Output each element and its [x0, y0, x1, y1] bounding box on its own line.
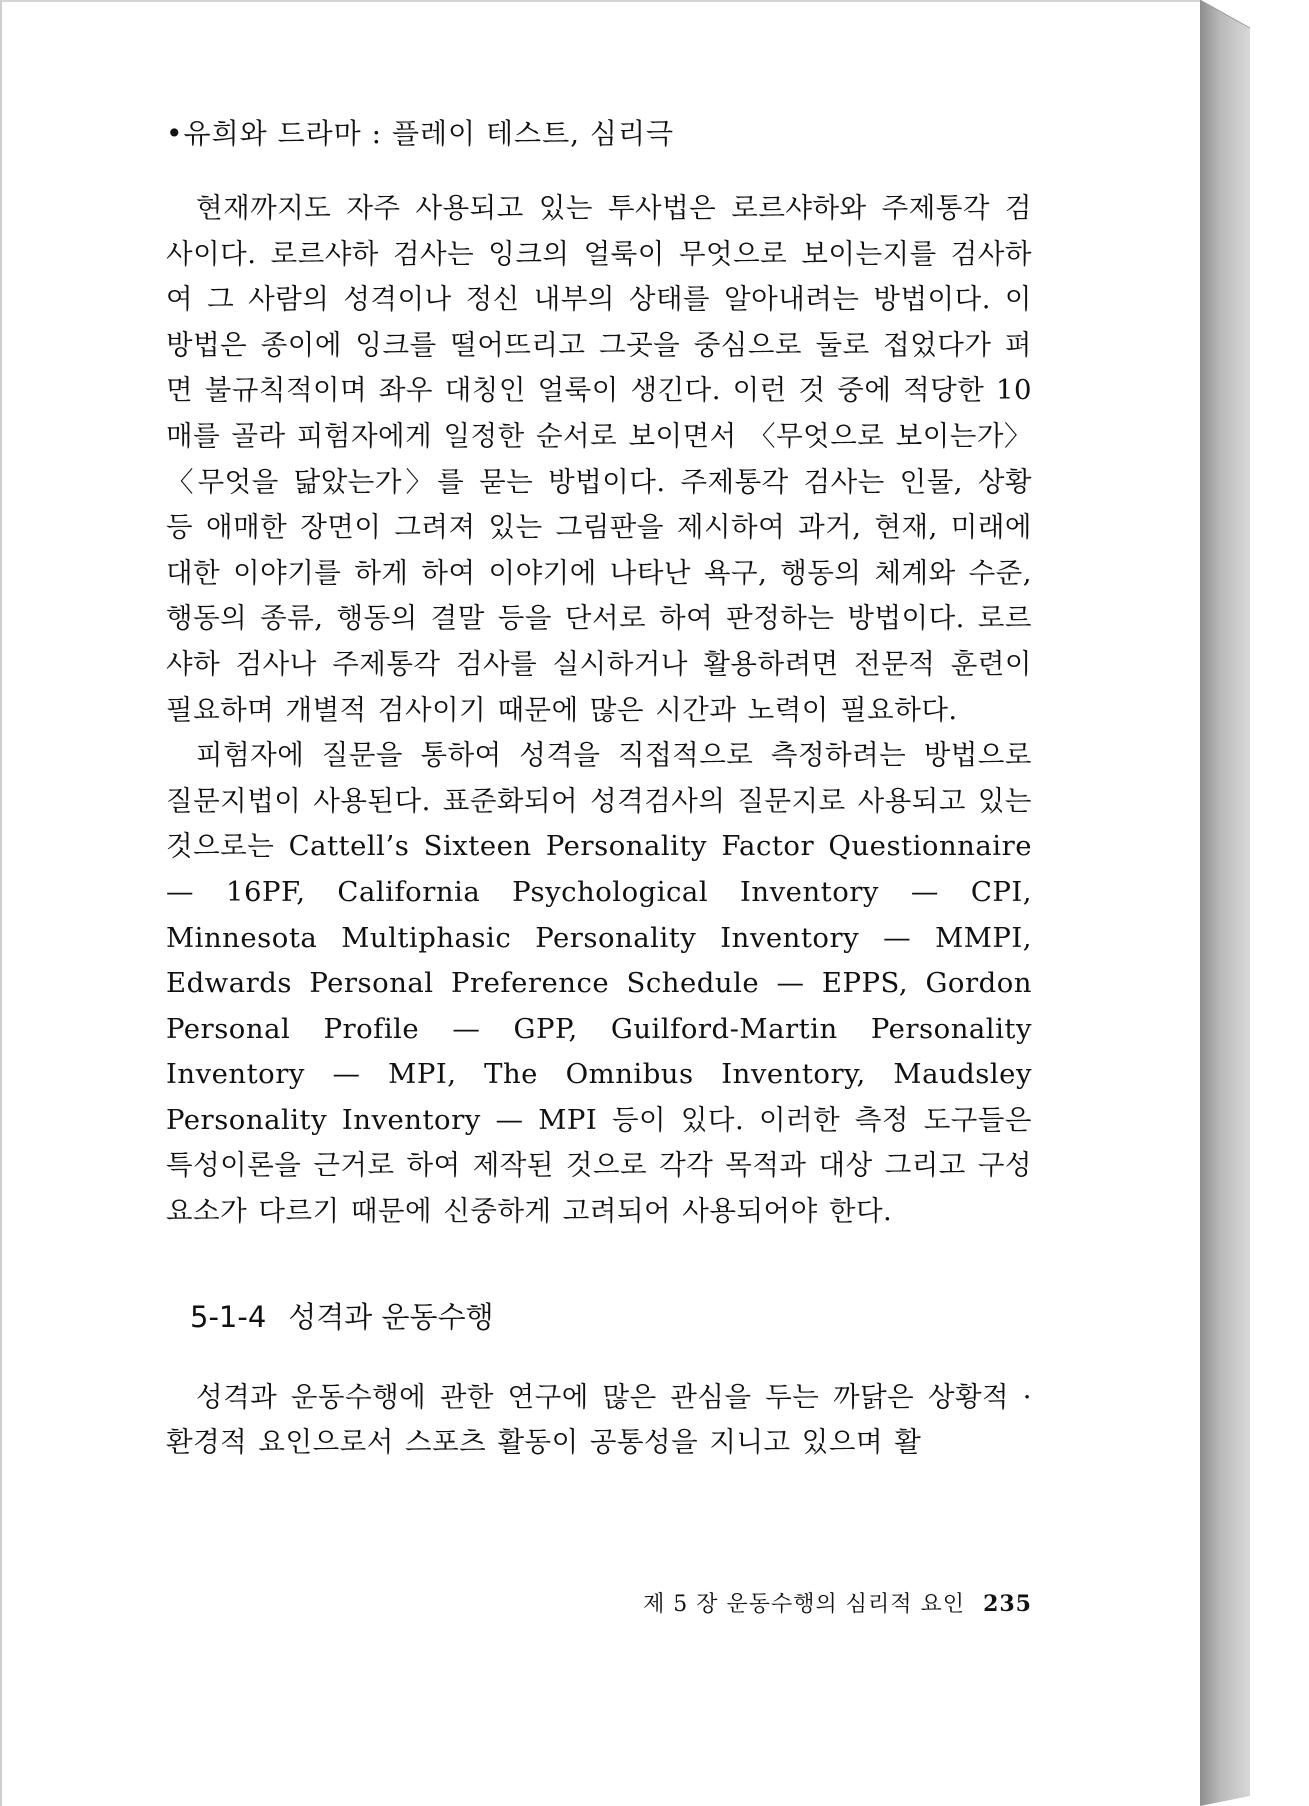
- section-number: 5-1-4: [190, 1299, 267, 1334]
- paragraph-projective-tests: 현재까지도 자주 사용되고 있는 투사법은 로르샤하와 주제통각 검사이다. 로르샤하 검사는 잉크의 얼룩이 무엇으로 보이는지를 검사하여 그 사람의 성격이나 정신 내부의 상태를 알아내려는 방법이다. 이 방법은 종이에 잉크를 떨어뜨리고 그곳을 중심으로 둘로 접었다가 펴면 불규칙적이며 좌우 대칭인 얼룩이 생긴다. 이런 것 중에 적당한 10매를 골라 피험자에게 일정한 순서로 보이면서 〈무엇으로 보이는가〉〈무엇을 닮았는가〉를 묻는 방법이다. 주제통각 검사는 인물, 상황 등 애매한 장면이 그려져 있는 그림판을 제시하여 과거, 현재, 미래에 대한 이야기를 하게 하여 이야기에 나타난 욕구, 행동의 체계와 수준, 행동의 종류, 행동의 결말 등을 단서로 하여 판정하는 방법이다. 로르샤하 검사나 주제통각 검사를 실시하거나 활용하려면 전문적 훈련이 필요하며 개별적 검사이기 때문에 많은 시간과 노력이 필요하다.: [166, 192, 1032, 726]
- book-page-edges: [1200, 0, 1256, 1806]
- page-content: [166, 112, 1032, 1466]
- section-heading: [190, 1295, 1032, 1339]
- section-title: 성격과 운동수행: [288, 1299, 494, 1334]
- running-footer-chapter: 제 5 장 운동수행의 심리적 요인: [643, 1592, 966, 1617]
- page-footer: [166, 1587, 1032, 1622]
- paragraph-questionnaire-method: 피험자에 질문을 통하여 성격을 직접적으로 측정하려는 방법으로 질문지법이 사용된다. 표준화되어 성격검사의 질문지로 사용되고 있는 것으로는 Cattell’s Sixteen Personality Factor Questionnaire — 16PF, California Psychological Inventory — CPI, Minnesota Multiphasic Personality Inventory — MMPI, Edwards Personal Preference Schedule — EPPS, Gordon Personal Profile — GPP, Guilford-Martin Personality Inventory — MPI, The Omnibus Inventory, Maudsley Personality Inventory — MPI 등이 있다. 이러한 측정 도구들은 특성이론을 근거로 하여 제작된 것으로 각각 목적과 대상 그리고 구성 요소가 다르기 때문에 신중하게 고려되어 사용되어야 한다.: [166, 739, 1032, 1228]
- page-number: 235: [983, 1591, 1032, 1617]
- paragraph-personality-performance: 성격과 운동수행에 관한 연구에 많은 관심을 두는 까닭은 상황적 · 환경적 요인으로서 스포츠 활동이 공통성을 지니고 있으며 활: [166, 1380, 1032, 1459]
- bullet-item-play-drama: •유희와 드라마 : 플레이 테스트, 심리극: [166, 117, 675, 150]
- page-edges-graphic: [1200, 0, 1256, 1806]
